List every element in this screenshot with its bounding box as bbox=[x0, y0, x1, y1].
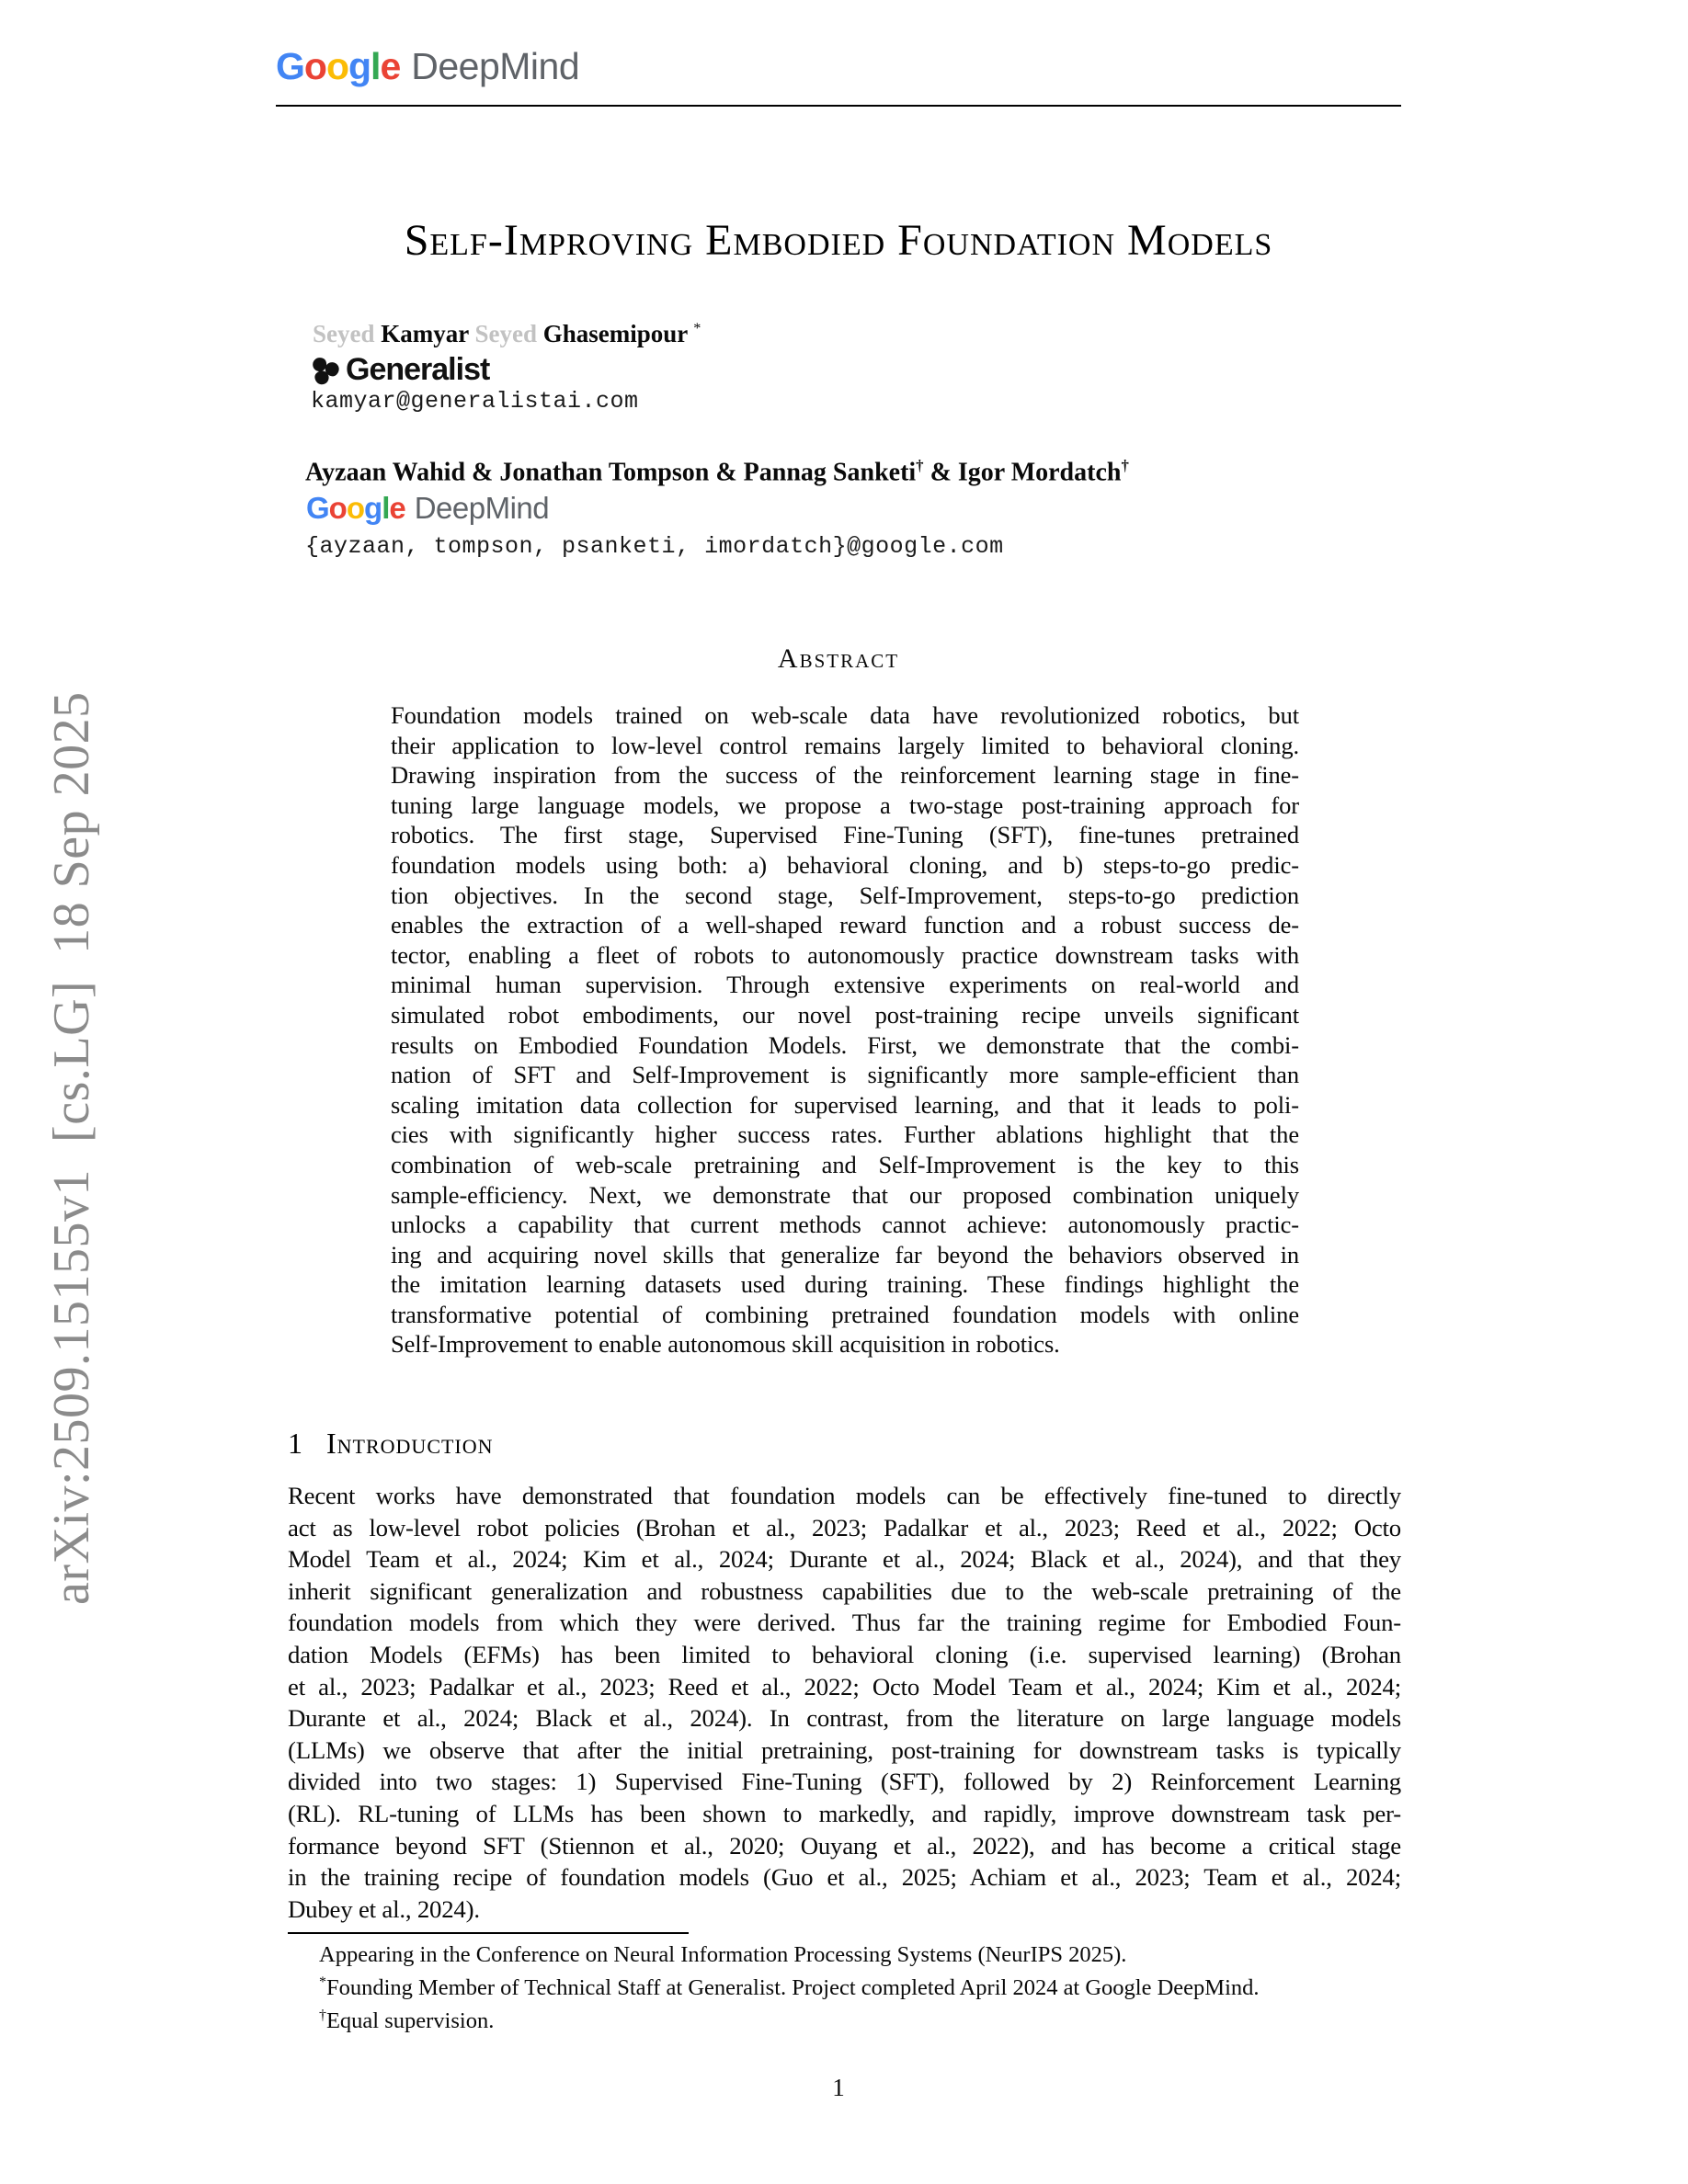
text-line: simulated robot embodiments, our novel post-training recipe unveils significant bbox=[391, 1000, 1299, 1029]
text-line: Drawing inspiration from the success of the reinforcement learning stage in fine- bbox=[391, 761, 1299, 790]
text-line: Model Team et al., 2024; Kim et al., 2024; Durante et al., 2024; Black et al., 2024), and that they bbox=[288, 1545, 1401, 1574]
generalist-logo bbox=[310, 352, 489, 388]
logo-letter: o bbox=[325, 45, 348, 87]
google-wordmark-small bbox=[306, 493, 405, 523]
abstract-heading: Abstract bbox=[777, 643, 900, 674]
footnote-supervision-text: Equal supervision. bbox=[325, 2008, 495, 2034]
generalist-wordmark: Generalist bbox=[346, 352, 490, 387]
author-2-dagger-1: † bbox=[916, 457, 924, 474]
deepmind-wordmark: DeepMind bbox=[411, 45, 580, 87]
author-1-bold-second: Ghasemipour bbox=[537, 320, 689, 347]
text-line: sample-efficiency. Next, we demonstrate that our proposed combination uniquely bbox=[391, 1180, 1299, 1209]
author-1-muted-second: Seyed bbox=[474, 320, 537, 347]
footnote-affiliation-text: Founding Member of Technical Staff at Generalist. Project completed April 2024 at Google DeepMind. bbox=[325, 1975, 1260, 2001]
generalist-logo-icon bbox=[310, 356, 339, 385]
logo-letter: e bbox=[389, 491, 405, 525]
author-2-dagger-2: † bbox=[1121, 457, 1129, 474]
text-line: ing and acquiring novel skills that generalize far beyond the behaviors observed in bbox=[391, 1240, 1299, 1268]
text-line: foundation models from which they were derived. Thus far the training regime for Embodied Foun- bbox=[288, 1609, 1401, 1637]
text-line: tuning large language models, we propose a two-stage post-training approach for bbox=[391, 791, 1299, 819]
text-line: results on Embodied Foundation Models. First, we demonstrate that the combi- bbox=[391, 1030, 1299, 1059]
author-2-names bbox=[305, 457, 1129, 487]
text-line: combination of web-scale pretraining and Self-Improvement is the key to this bbox=[391, 1150, 1299, 1178]
text-line: tion objectives. In the second stage, Self-Improvement, steps-to-go prediction bbox=[391, 881, 1299, 909]
text-line: dation Models (EFMs) has been limited to behavioral cloning (i.e. supervised learning) (Brohan bbox=[288, 1640, 1401, 1668]
text-line: (RL). RL-tuning of LLMs has been shown to markedly, and rapidly, improve downstream task per- bbox=[288, 1799, 1401, 1827]
logo-letter: o bbox=[328, 491, 347, 525]
text-line: divided into two stages: 1) Supervised Fine-Tuning (SFT), followed by 2) Reinforcement Learning bbox=[288, 1768, 1401, 1796]
introduction-text bbox=[288, 1480, 1401, 1925]
author-2-email: {ayzaan, tompson, psanketi, imordatch}@google.com bbox=[305, 533, 1004, 560]
logo-letter: o bbox=[303, 45, 326, 87]
logo-letter: g bbox=[348, 45, 371, 87]
text-line: their application to low-level control remains largely limited to behavioral cloning. bbox=[391, 731, 1299, 759]
text-line: formance beyond SFT (Stiennon et al., 2020; Ouyang et al., 2022), and has become a critical stage bbox=[288, 1831, 1401, 1860]
text-line: in the training recipe of foundation models (Guo et al., 2025; Achiam et al., 2023; Team et al., 2024; bbox=[288, 1863, 1401, 1892]
text-line: Self-Improvement to enable autonomous skill acquisition in robotics. bbox=[391, 1330, 1060, 1359]
text-line: cies with significantly higher success rates. Further ablations highlight that the bbox=[391, 1120, 1299, 1149]
author-1-muted-first: Seyed bbox=[313, 320, 375, 347]
footnote-dagger-mark: † bbox=[319, 2008, 326, 2024]
footnote-supervision bbox=[288, 2002, 1401, 2035]
google-deepmind-logo bbox=[276, 45, 580, 87]
footnote-divider bbox=[288, 1932, 689, 1934]
author-1-bold-first: Kamyar bbox=[374, 320, 475, 347]
author-2-names-part1: Ayzaan Wahid & Jonathan Tompson & Pannag Sanketi bbox=[305, 458, 917, 487]
author-1-names bbox=[313, 320, 701, 348]
text-line: inherit significant generalization and robustness capabilities due to the web-scale pretraining of the bbox=[288, 1576, 1401, 1605]
text-line: robotics. The first stage, Supervised Fine-Tuning (SFT), fine-tunes pretrained bbox=[391, 821, 1299, 849]
logo-letter: l bbox=[371, 45, 381, 87]
text-line: unlocks a capability that current methods cannot achieve: autonomously practic- bbox=[391, 1211, 1299, 1239]
text-line: nation of SFT and Self-Improvement is significantly more sample-efficient than bbox=[391, 1061, 1299, 1089]
text-line: transformative potential of combining pretrained foundation models with online bbox=[391, 1300, 1299, 1328]
page-number: 1 bbox=[832, 2074, 845, 2101]
abstract-text bbox=[391, 700, 1299, 1359]
text-line: Durante et al., 2024; Black et al., 2024). In contrast, from the literature on large language models bbox=[288, 1704, 1401, 1733]
text-line: scaling imitation data collection for supervised learning, and that it leads to poli- bbox=[391, 1090, 1299, 1119]
text-line: act as low-level robot policies (Brohan et al., 2023; Padalkar et al., 2023; Reed et al., 2022; Octo bbox=[288, 1513, 1401, 1541]
logo-letter: e bbox=[380, 45, 401, 87]
logo-letter: G bbox=[276, 45, 304, 87]
footnotes bbox=[288, 1941, 1401, 2035]
header-divider bbox=[276, 105, 1401, 107]
text-line: enables the extraction of a well-shaped reward function and a robust success de- bbox=[391, 911, 1299, 939]
section-1-title: Introduction bbox=[326, 1427, 494, 1460]
author-1-footnote-mark: * bbox=[693, 320, 701, 336]
footnote-asterisk-mark: * bbox=[319, 1974, 326, 1990]
author-2-names-part2: & Igor Mordatch bbox=[923, 458, 1122, 487]
text-line: tector, enabling a fleet of robots to autonomously practice downstream tasks with bbox=[391, 940, 1299, 969]
text-line: Dubey et al., 2024). bbox=[288, 1894, 480, 1923]
logo-letter: g bbox=[364, 491, 382, 525]
logo-letter: G bbox=[306, 491, 329, 525]
text-line: (LLMs) we observe that after the initial pretraining, post-training for downstream tasks is typically bbox=[288, 1735, 1401, 1764]
footnote-affiliation bbox=[288, 1969, 1401, 2002]
text-line: minimal human supervision. Through extensive experiments on real-world and bbox=[391, 971, 1299, 999]
text-line: Foundation models trained on web-scale data have revolutionized robotics, but bbox=[391, 701, 1299, 729]
logo-letter: l bbox=[382, 491, 390, 525]
footnote-conference: Appearing in the Conference on Neural Information Processing Systems (NeurIPS 2025). bbox=[319, 1942, 1127, 1967]
arxiv-watermark: arXiv:2509.15155v1 [cs.LG] 18 Sep 2025 bbox=[43, 691, 100, 1605]
google-wordmark bbox=[276, 45, 401, 87]
text-line: Recent works have demonstrated that foundation models can be effectively fine-tuned to directly bbox=[288, 1482, 1401, 1509]
text-line: et al., 2023; Padalkar et al., 2023; Reed et al., 2022; Octo Model Team et al., 2024; Kim et al., 2024; bbox=[288, 1672, 1401, 1701]
section-1-heading bbox=[288, 1427, 494, 1461]
author-1-email: kamyar@generalistai.com bbox=[311, 388, 639, 415]
section-1-number: 1 bbox=[288, 1427, 302, 1460]
deepmind-wordmark-small: DeepMind bbox=[414, 491, 550, 525]
text-line: the imitation learning datasets used during training. These findings highlight the bbox=[391, 1270, 1299, 1299]
paper-title: Self-Improving Embodied Foundation Models bbox=[404, 216, 1273, 265]
logo-letter: o bbox=[346, 491, 365, 525]
affiliation-google-deepmind-logo bbox=[306, 493, 549, 523]
text-line: foundation models using both: a) behavioral cloning, and b) steps-to-go predic- bbox=[391, 850, 1299, 879]
